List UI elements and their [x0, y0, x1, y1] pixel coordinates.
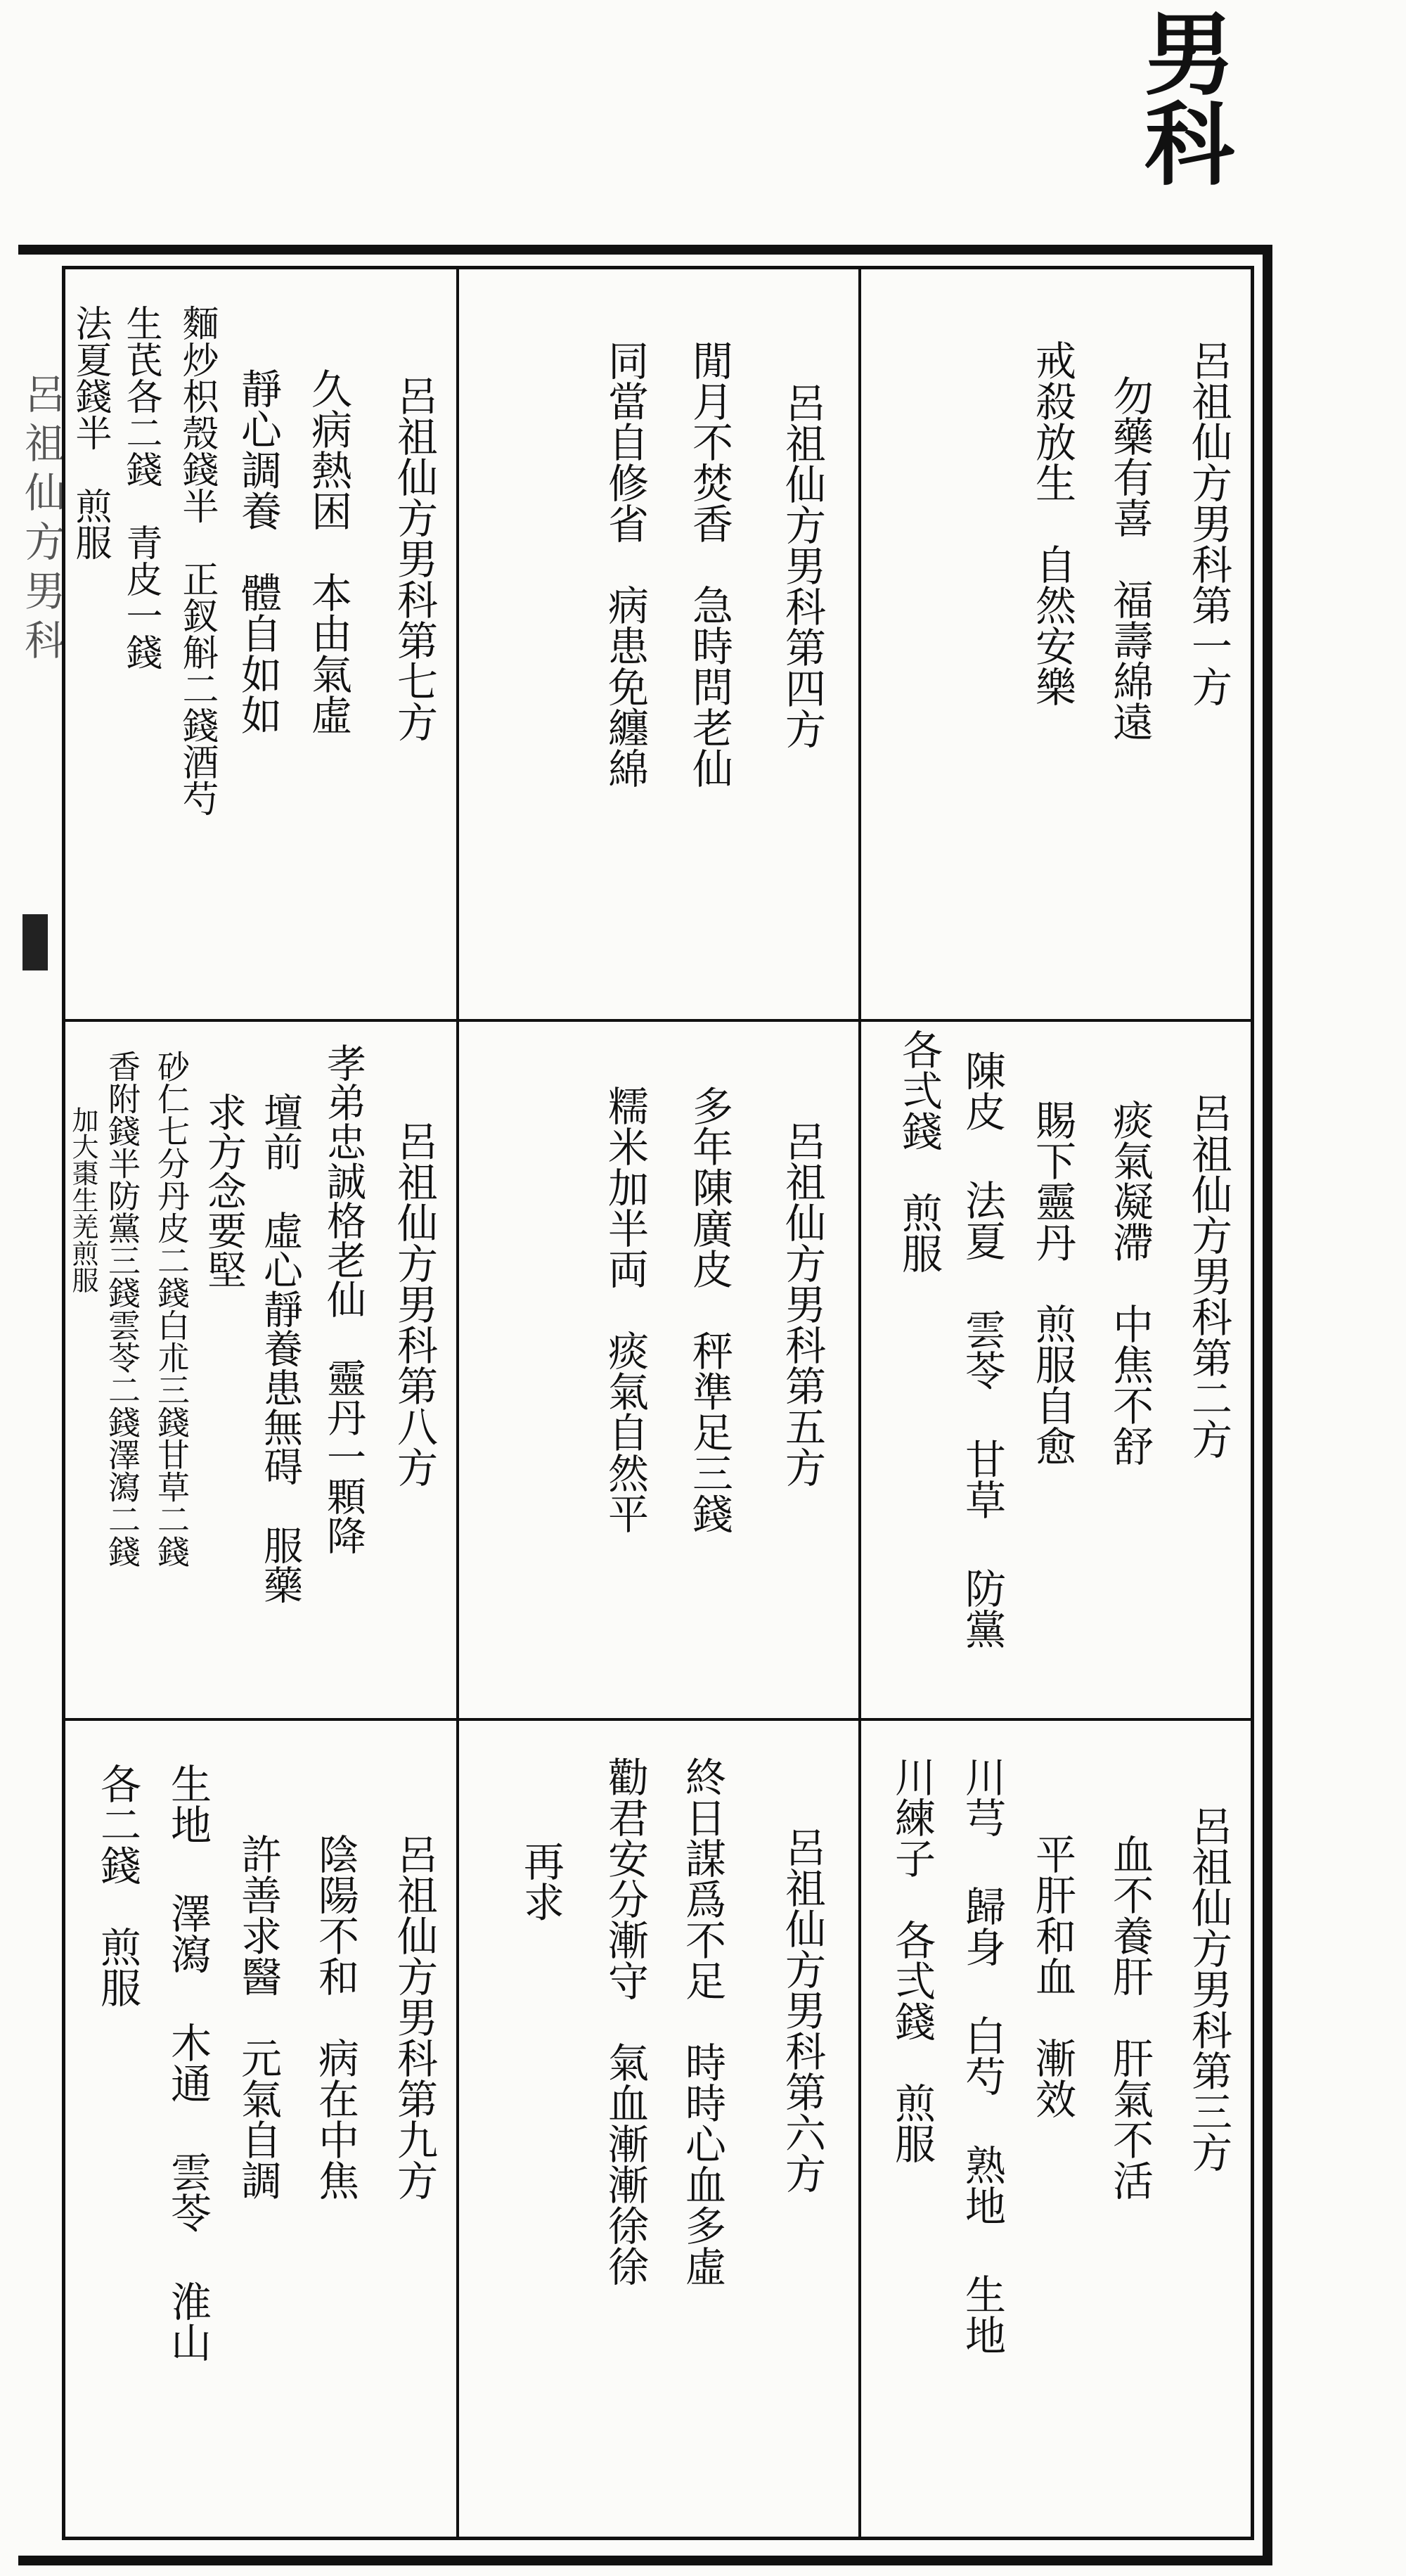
prescription-line: 再求	[517, 1840, 565, 1922]
prescription-line: 賜下靈丹 煎服自愈	[1028, 1099, 1076, 1466]
prescription-grid	[62, 266, 1254, 2540]
prescription-cell	[861, 269, 1251, 1019]
prescription-line: 糯米加半両 痰氣自然平	[601, 1085, 649, 1534]
prescription-title: 呂祖仙方男科第六方	[778, 1826, 826, 2193]
prescription-line: 生地 澤瀉 木通 雲苓 淮山	[164, 1763, 212, 2362]
prescription-title: 呂祖仙方男科第八方	[390, 1120, 438, 1487]
prescription-cell	[861, 1721, 1251, 2537]
margin-marker	[22, 914, 48, 970]
prescription-line: 多年陳廣皮 秤準足三錢	[685, 1085, 733, 1534]
prescription-title: 呂祖仙方男科第九方	[390, 1833, 438, 2200]
prescription-line: 戒殺放生 自然安樂	[1028, 340, 1076, 707]
prescription-line: 陳皮 法夏 雲苓 甘草 防黨	[958, 1050, 1006, 1649]
prescription-line: 加大棗生羌煎服	[67, 1106, 98, 1293]
prescription-line: 各二錢 煎服	[93, 1763, 141, 2008]
prescription-cell	[459, 1721, 858, 2537]
prescription-line: 法夏錢半 煎服	[69, 305, 111, 560]
margin-label: 呂祖仙方男科	[18, 373, 65, 668]
prescription-line: 勸君安分漸守 氣血漸漸徐徐	[601, 1756, 649, 2286]
prescription-line: 痰氣凝滯 中焦不舒	[1106, 1099, 1154, 1466]
prescription-line: 許善求醫 元氣自調	[234, 1833, 282, 2200]
prescription-title: 呂祖仙方男科第四方	[778, 382, 826, 749]
prescription-line: 血不養肝 肝氣不活	[1106, 1833, 1154, 2200]
prescription-line: 久病熱困 本由氣虛	[304, 368, 352, 735]
prescription-line: 孝弟忠誠格老仙 靈丹一顆降	[321, 1043, 366, 1555]
prescription-line: 川芎 歸身 白芍 熟地 生地	[958, 1756, 1006, 2355]
prescription-line: 壇前 虛心靜養患無碍 服藥	[257, 1092, 303, 1604]
prescription-line: 平肝和血 漸效	[1028, 1833, 1076, 2119]
prescription-title: 呂祖仙方男科第三方	[1185, 1805, 1232, 2172]
prescription-line: 川練子 各弍錢 煎服	[888, 1756, 936, 2164]
prescription-cell	[65, 1022, 456, 1718]
prescription-title: 呂祖仙方男科第一方	[1185, 340, 1232, 707]
prescription-line: 麵炒枳殼錢半 正釵斛二錢酒芍	[176, 305, 218, 816]
prescription-cell	[861, 1022, 1251, 1718]
prescription-title: 呂祖仙方男科第五方	[778, 1120, 826, 1487]
page-title: 男科	[1129, 7, 1234, 187]
prescription-line: 各弍錢 煎服	[895, 1029, 943, 1274]
prescription-cell	[459, 1022, 858, 1718]
prescription-line: 生芪各二錢 青皮一錢	[120, 305, 162, 670]
prescription-title: 呂祖仙方男科第二方	[1185, 1092, 1232, 1459]
prescription-line: 香附錢半防黨三錢雲苓二錢澤瀉二錢	[103, 1050, 141, 1568]
prescription-line: 勿藥有喜 福壽綿遠	[1106, 375, 1154, 742]
prescription-line: 求方念要堅	[201, 1092, 247, 1289]
prescription-line: 陰陽不和 病在中焦	[311, 1833, 359, 2200]
prescription-title: 呂祖仙方男科第七方	[390, 375, 438, 742]
prescription-line: 同當自修省 病患免纏綿	[601, 340, 649, 788]
prescription-line: 終日謀爲不足 時時心血多虛	[678, 1756, 726, 2286]
prescription-cell	[65, 1721, 456, 2537]
prescription-line: 閒月不焚香 急時問老仙	[685, 340, 733, 788]
prescription-line: 靜心調養 體自如如	[234, 368, 282, 735]
prescription-cell	[65, 269, 456, 1019]
prescription-line: 砂仁七分丹皮二錢白朮三錢甘草二錢	[153, 1050, 191, 1568]
prescription-cell	[459, 269, 858, 1019]
